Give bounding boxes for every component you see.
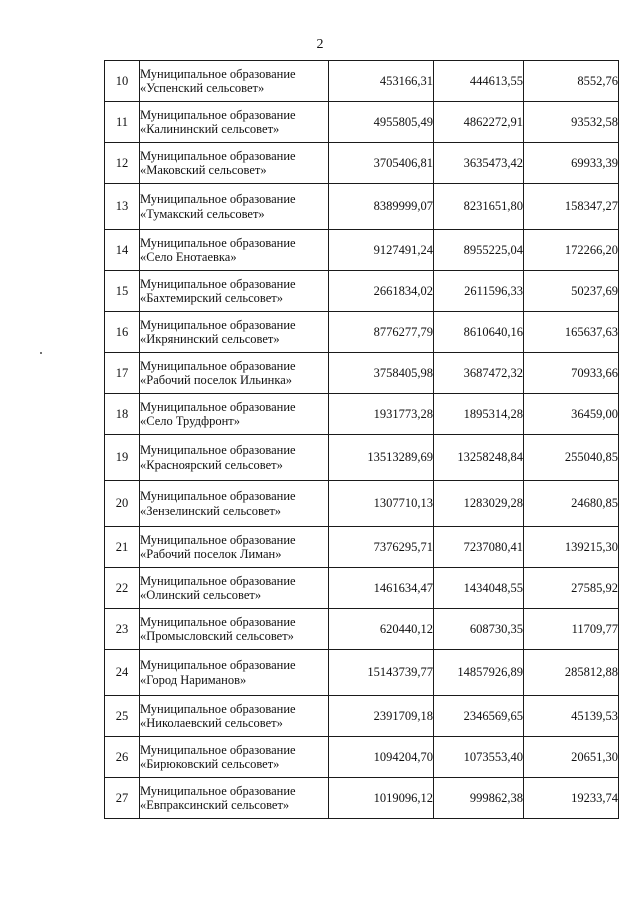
row-number: 19 (105, 435, 140, 481)
amount-part-2: 255040,85 (524, 435, 619, 481)
amount-part-2: 27585,92 (524, 568, 619, 609)
table-row (105, 435, 619, 481)
municipal-budget-table (104, 60, 619, 819)
row-number: 17 (105, 353, 140, 394)
municipality-name (140, 778, 329, 819)
amount-total: 13513289,69 (329, 435, 434, 481)
table-row (105, 394, 619, 435)
municipality-title: «Зензелинский сельсовет» (140, 503, 282, 518)
amount-part-1: 2611596,33 (434, 271, 524, 312)
amount-part-1: 608730,35 (434, 609, 524, 650)
municipality-name (140, 230, 329, 271)
municipality-type: Муниципальное образование (140, 235, 296, 250)
municipality-type: Муниципальное образование (140, 148, 296, 163)
amount-part-2: 8552,76 (524, 61, 619, 102)
municipality-name (140, 527, 329, 568)
municipality-title: «Красноярский сельсовет» (140, 457, 283, 472)
amount-part-1: 3635473,42 (434, 143, 524, 184)
table-row (105, 696, 619, 737)
amount-part-2: 24680,85 (524, 481, 619, 527)
municipality-name (140, 481, 329, 527)
amount-part-1: 13258248,84 (434, 435, 524, 481)
municipality-name (140, 394, 329, 435)
row-number: 24 (105, 650, 140, 696)
table-row (105, 184, 619, 230)
amount-part-1: 1895314,28 (434, 394, 524, 435)
row-number: 20 (105, 481, 140, 527)
amount-part-1: 8231651,80 (434, 184, 524, 230)
municipality-name (140, 696, 329, 737)
row-number: 16 (105, 312, 140, 353)
table-row (105, 527, 619, 568)
row-number: 25 (105, 696, 140, 737)
amount-part-1: 4862272,91 (434, 102, 524, 143)
amount-total: 1931773,28 (329, 394, 434, 435)
amount-part-2: 50237,69 (524, 271, 619, 312)
amount-part-2: 19233,74 (524, 778, 619, 819)
amount-total: 9127491,24 (329, 230, 434, 271)
amount-total: 2391709,18 (329, 696, 434, 737)
municipality-type: Муниципальное образование (140, 107, 296, 122)
municipality-title: «Калининский сельсовет» (140, 122, 280, 136)
municipality-title: «Село Трудфронт» (140, 414, 240, 428)
municipality-title: «Успенский сельсовет» (140, 81, 265, 95)
municipality-type: Муниципальное образование (140, 358, 296, 373)
row-number: 26 (105, 737, 140, 778)
municipality-name (140, 61, 329, 102)
amount-total: 620440,12 (329, 609, 434, 650)
municipality-type: Муниципальное образование (140, 276, 296, 291)
row-number: 27 (105, 778, 140, 819)
amount-total: 7376295,71 (329, 527, 434, 568)
row-number: 23 (105, 609, 140, 650)
table-row (105, 568, 619, 609)
amount-part-1: 2346569,65 (434, 696, 524, 737)
municipality-title: «Евпраксинский сельсовет» (140, 798, 290, 812)
municipality-name (140, 353, 329, 394)
amount-part-1: 3687472,32 (434, 353, 524, 394)
municipality-name (140, 102, 329, 143)
table-row (105, 778, 619, 819)
amount-part-2: 139215,30 (524, 527, 619, 568)
municipality-title: «Маковский сельсовет» (140, 163, 267, 177)
table-row (105, 650, 619, 696)
municipality-type: Муниципальное образование (140, 573, 296, 588)
amount-part-1: 999862,38 (434, 778, 524, 819)
table-row (105, 271, 619, 312)
municipality-type: Муниципальное образование (140, 192, 296, 206)
municipality-type: Муниципальное образование (140, 783, 296, 798)
amount-part-1: 1434048,55 (434, 568, 524, 609)
amount-total: 2661834,02 (329, 271, 434, 312)
amount-part-2: 93532,58 (524, 102, 619, 143)
amount-part-1: 1073553,40 (434, 737, 524, 778)
municipality-type: Муниципальное образование (140, 443, 296, 457)
amount-total: 1461634,47 (329, 568, 434, 609)
amount-total: 3705406,81 (329, 143, 434, 184)
row-number: 15 (105, 271, 140, 312)
row-number: 10 (105, 61, 140, 102)
municipality-title: «Бирюковский сельсовет» (140, 757, 280, 771)
municipality-type: Муниципальное образование (140, 317, 296, 332)
municipality-title: «Николаевский сельсовет» (140, 716, 283, 730)
table-row (105, 481, 619, 527)
scan-speck (40, 352, 42, 354)
amount-total: 1094204,70 (329, 737, 434, 778)
amount-part-2: 69933,39 (524, 143, 619, 184)
municipality-title: «Бахтемирский сельсовет» (140, 291, 283, 305)
amount-total: 8776277,79 (329, 312, 434, 353)
amount-total: 3758405,98 (329, 353, 434, 394)
amount-total: 15143739,77 (329, 650, 434, 696)
amount-part-2: 11709,77 (524, 609, 619, 650)
row-number: 22 (105, 568, 140, 609)
amount-total: 453166,31 (329, 61, 434, 102)
municipality-title: «Рабочий поселок Лиман» (140, 547, 282, 561)
amount-part-1: 7237080,41 (434, 527, 524, 568)
amount-total: 1019096,12 (329, 778, 434, 819)
municipality-name (140, 312, 329, 353)
amount-total: 1307710,13 (329, 481, 434, 527)
municipality-name (140, 143, 329, 184)
municipality-type: Муниципальное образование (140, 614, 296, 629)
municipality-type: Муниципальное образование (140, 66, 296, 81)
municipality-type: Муниципальное образование (140, 399, 296, 414)
municipality-title: «Икрянинский сельсовет» (140, 332, 280, 346)
amount-total: 8389999,07 (329, 184, 434, 230)
amount-part-2: 165637,63 (524, 312, 619, 353)
municipality-title: «Село Енотаевка» (140, 250, 237, 264)
municipality-title: «Рабочий поселок Ильинка» (140, 373, 293, 387)
amount-part-2: 45139,53 (524, 696, 619, 737)
table-row (105, 61, 619, 102)
table-row (105, 102, 619, 143)
table-row (105, 312, 619, 353)
amount-part-2: 20651,30 (524, 737, 619, 778)
municipality-name (140, 568, 329, 609)
municipality-title: «Город Нариманов» (140, 672, 247, 687)
amount-part-2: 158347,27 (524, 184, 619, 230)
municipality-name (140, 737, 329, 778)
row-number: 18 (105, 394, 140, 435)
municipality-name (140, 271, 329, 312)
municipality-type: Муниципальное образование (140, 532, 296, 547)
municipality-name (140, 435, 329, 481)
table-row (105, 230, 619, 271)
municipality-title: «Тумакский сельсовет» (140, 206, 265, 221)
amount-part-2: 70933,66 (524, 353, 619, 394)
municipality-name (140, 184, 329, 230)
row-number: 21 (105, 527, 140, 568)
municipality-title: «Промысловский сельсовет» (140, 629, 294, 643)
municipality-title: «Олинский сельсовет» (140, 588, 262, 602)
row-number: 13 (105, 184, 140, 230)
row-number: 14 (105, 230, 140, 271)
amount-part-1: 8955225,04 (434, 230, 524, 271)
amount-part-1: 14857926,89 (434, 650, 524, 696)
amount-part-1: 444613,55 (434, 61, 524, 102)
amount-total: 4955805,49 (329, 102, 434, 143)
municipality-type: Муниципальное образование (140, 658, 296, 672)
row-number: 12 (105, 143, 140, 184)
municipality-type: Муниципальное образование (140, 742, 296, 757)
amount-part-1: 8610640,16 (434, 312, 524, 353)
amount-part-1: 1283029,28 (434, 481, 524, 527)
row-number: 11 (105, 102, 140, 143)
page-number: 2 (316, 37, 324, 52)
amount-part-2: 172266,20 (524, 230, 619, 271)
amount-part-2: 285812,88 (524, 650, 619, 696)
table-row (105, 143, 619, 184)
amount-part-2: 36459,00 (524, 394, 619, 435)
municipality-type: Муниципальное образование (140, 489, 296, 503)
municipality-type: Муниципальное образование (140, 701, 296, 716)
municipality-name (140, 650, 329, 696)
table-row (105, 609, 619, 650)
municipality-name (140, 609, 329, 650)
table-row (105, 353, 619, 394)
table-row (105, 737, 619, 778)
